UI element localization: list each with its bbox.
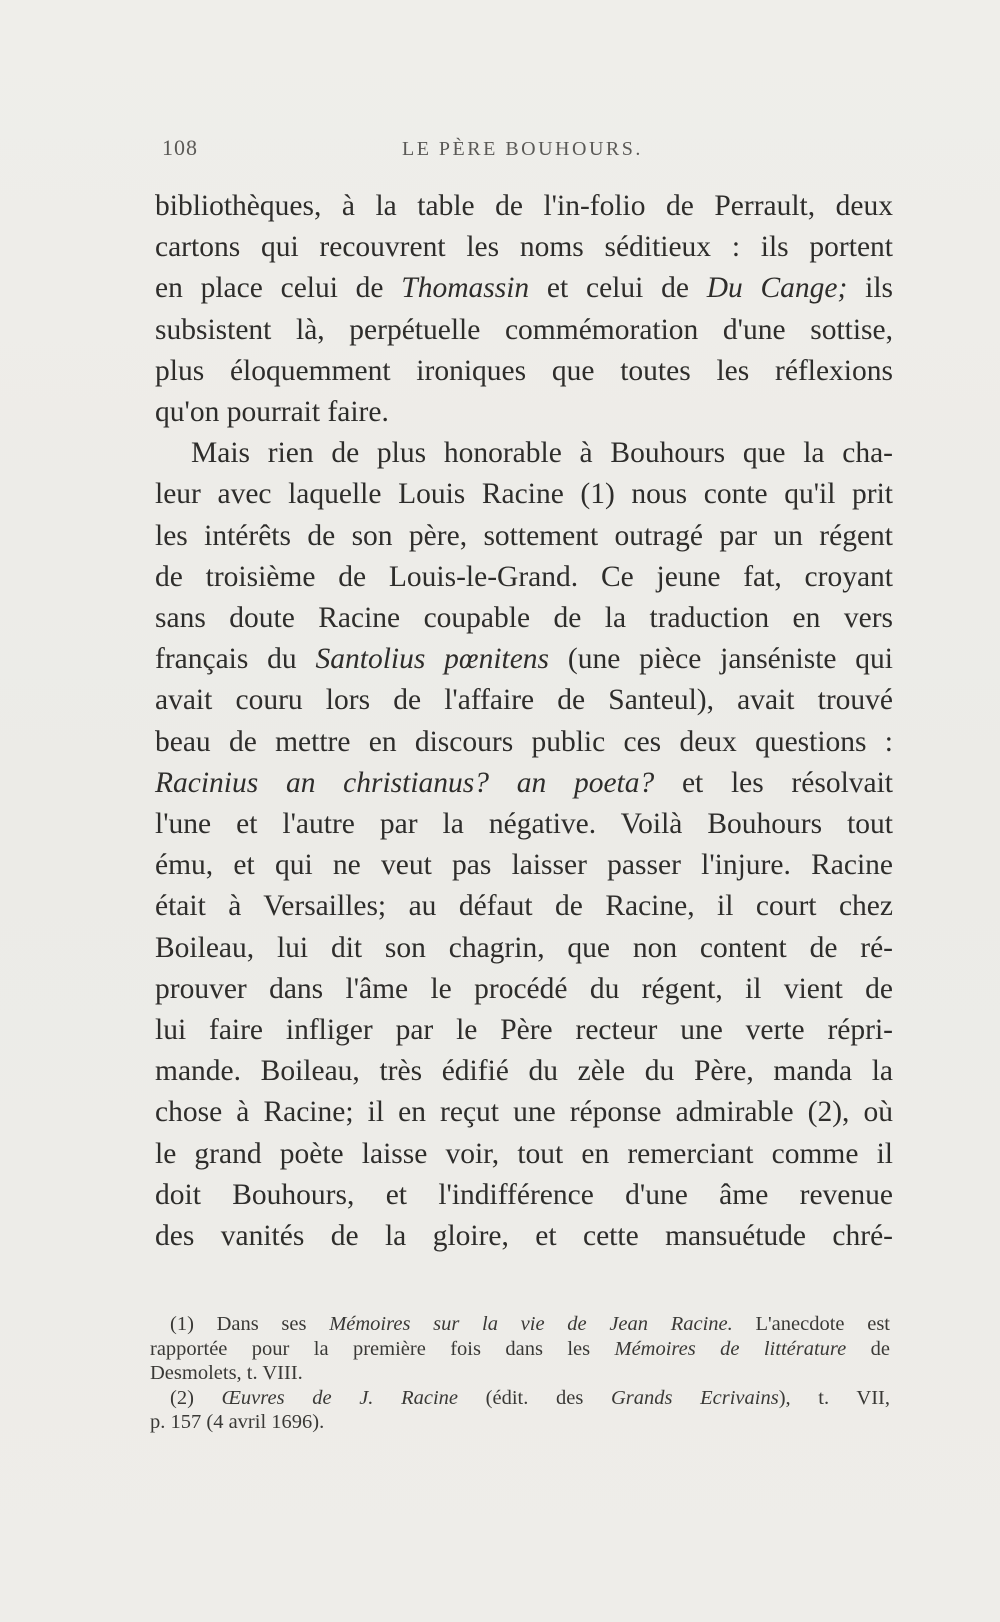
footnote-line: (2) Œuvres de J. Racine (édit. des Grands Ecrivains), t. VII, bbox=[170, 1386, 890, 1409]
footnotes bbox=[150, 1312, 890, 1435]
text-line: doit Bouhours, et l'indifférence d'une âme revenue bbox=[155, 1178, 893, 1211]
italic-title: Mémoires de littérature bbox=[614, 1337, 847, 1360]
text-line: cartons qui recouvrent les noms séditieux : ils portent bbox=[155, 231, 893, 264]
italic-name: Thomassin bbox=[401, 272, 530, 305]
text-line: mande. Boileau, très édifié du zèle du Père, manda la bbox=[155, 1055, 893, 1088]
italic-title: Santolius pœnitens bbox=[315, 643, 550, 676]
text-line: prouver dans l'âme le procédé du régent, il vient de bbox=[155, 972, 893, 1005]
text-line: Racinius an christianus? an poeta? et les résolvait bbox=[155, 766, 893, 799]
text-line: beau de mettre en discours public ces deux questions : bbox=[155, 725, 893, 758]
page-header bbox=[162, 135, 902, 175]
page-number: 108 bbox=[162, 135, 198, 160]
text-line: Mais rien de plus honorable à Bouhours que la cha- bbox=[191, 437, 893, 470]
italic-title: Œuvres de J. Racine bbox=[221, 1386, 458, 1409]
text-line: français du Santolius pœnitens (une pièce janséniste qui bbox=[155, 643, 894, 676]
italic-quote: Racinius an christianus? an poeta? bbox=[155, 766, 655, 799]
footnote-line: Desmolets, t. VIII. bbox=[150, 1362, 303, 1384]
text-line: le grand poète laisse voir, tout en remerciant comme il bbox=[155, 1137, 893, 1170]
footnote-line: p. 157 (4 avril 1696). bbox=[150, 1411, 325, 1433]
text-line: les intérêts de son père, sottement outragé par un régent bbox=[155, 519, 893, 552]
italic-name: Du Cange; bbox=[706, 272, 848, 305]
text-line: de troisième de Louis-le-Grand. Ce jeune fat, croyant bbox=[155, 560, 893, 593]
footnote-line: (1) Dans ses Mémoires sur la vie de Jean Racine. L'anecdote est bbox=[170, 1313, 890, 1335]
text-line: avait couru lors de l'affaire de Santeul), avait trouvé bbox=[155, 684, 893, 717]
text-line: leur avec laquelle Louis Racine (1) nous conte qu'il prit bbox=[155, 478, 893, 511]
text-line: Boileau, lui dit son chagrin, que non content de ré- bbox=[155, 931, 893, 964]
text-line: plus éloquemment ironiques que toutes les réflexions bbox=[155, 354, 893, 387]
italic-title: Grands Ecrivains bbox=[610, 1386, 779, 1409]
text-line: subsistent là, perpétuelle commémoration d'une sottise, bbox=[155, 313, 893, 346]
footnote-line: rapportée pour la première fois dans les Mémoires de littérature de bbox=[150, 1337, 890, 1360]
body-text bbox=[155, 186, 893, 1257]
text-line: lui faire infliger par le Père recteur une verte répri- bbox=[155, 1014, 893, 1047]
text-line: l'une et l'autre par la négative. Voilà Bouhours tout bbox=[155, 808, 893, 841]
text-line: était à Versailles; au défaut de Racine, il court chez bbox=[155, 890, 893, 923]
text-line: en place celui de Thomassin et celui de Du Cange; ils bbox=[155, 272, 893, 305]
text-line: qu'on pourrait faire. bbox=[155, 396, 389, 429]
text-line: ému, et qui ne veut pas laisser passer l'injure. Racine bbox=[155, 849, 893, 882]
text-line: bibliothèques, à la table de l'in-folio de Perrault, deux bbox=[155, 190, 893, 222]
running-head: LE PÈRE BOUHOURS. bbox=[402, 138, 643, 160]
text-line: chose à Racine; il en reçut une réponse admirable (2), où bbox=[155, 1096, 893, 1129]
text-line: des vanités de la gloire, et cette mansuétude chré- bbox=[155, 1220, 893, 1253]
text-line: sans doute Racine coupable de la traduction en vers bbox=[155, 602, 893, 635]
italic-title: Mémoires sur la vie de Jean Racine. bbox=[329, 1313, 733, 1335]
